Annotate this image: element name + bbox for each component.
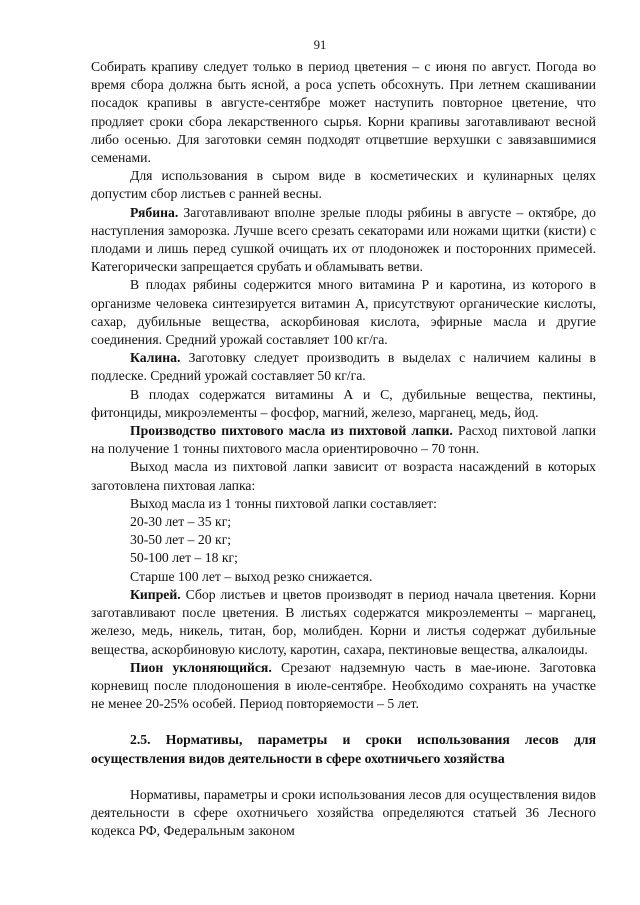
viburnum-text: Заготовку следует производить в выделах с наличием калины в подлеске. Средний урожай составляет 50 кг/га. — [91, 350, 596, 384]
paragraph-rowan-vitamins: В плодах рябины содержится много витамина Р и каротина, из которого в организме человека синтезируется витамин А, присутствуют органические кислоты, сахар, дубильные вещества, аскорбиновая кислота, эфирные масла и другие соединения. Средний урожай составляет 100 кг/га. — [91, 277, 596, 348]
fireweed-heading: Кипрей. — [130, 586, 181, 602]
paragraph-viburnum — [91, 349, 596, 385]
paragraph-hunting-norms: Нормативы, параметры и сроки использования лесов для осуществления видов деятельности в сфере охотничьего хозяйства определяются статьей 36 Лесного кодекса РФ, Федеральным законом — [91, 786, 596, 839]
rowan-heading: Рябина. — [130, 204, 179, 220]
list-item: Выход масла из 1 тонны пихтовой лапки составляет: — [130, 495, 437, 511]
paragraph-nettle-harvest: Собирать крапиву следует только в период цветения – с июня по август. Погода во время сбора должна быть ясной, а роса успеть обсохнуть. При летнем скашивании посадок крапивы в августе-сентябре может наступить повторное цветение, что продляет сроки сбора лекарственного сырья. Корни крапивы заготавливают весной либо осенью. Для заготовки семян подходят отцветшие верхушки с завязавшимися семенами. — [91, 59, 596, 166]
list-item: 20-30 лет – 35 кг; — [130, 514, 232, 530]
paragraph-viburnum-vitamins: В плодах содержатся витамины А и С, дубильные вещества, пектины, фитонциды, микроэлементы – фосфор, магний, железо, марганец, медь, йод. — [91, 386, 596, 420]
paragraph-nettle-spring: Для использования в сыром виде в косметических и кулинарных целях допустим сбор листьев с ранней весны. — [91, 168, 596, 202]
paragraph-rowan — [91, 204, 596, 277]
paragraph-peony — [91, 659, 596, 714]
document-body — [91, 58, 596, 840]
list-item: Старше 100 лет – выход резко снижается. — [130, 568, 373, 584]
paragraph-fir-oil — [91, 422, 596, 458]
rowan-text: Заготавливают вполне зрелые плоды рябины в августе – октябре, до наступления заморозка. Лучше всего срезать секаторами или ножами щитки (кисти) с плодами и лишь перед сушкой очищать их от плодоножек и посторонних примесей. Категорически запрещается срубать и обламывать ветви. — [91, 204, 596, 275]
section-title: 2.5. Нормативы, параметры и сроки использования лесов для осуществления видов деятельности в сфере охотничьего хозяйства — [91, 732, 596, 766]
page-number: 91 — [313, 38, 327, 52]
peony-heading: Пион уклоняющийся. — [130, 659, 272, 675]
peony-text: Срезают надземную часть в мае-июне. Заготовка корневищ после плодоношения в июле-сентябре. Необходимо сохранять на участке не менее 20-25% особей. Период повторяемости – 5 лет. — [91, 659, 596, 712]
spacer — [91, 768, 596, 786]
paragraph-fireweed — [91, 586, 596, 659]
viburnum-heading: Калина. — [130, 350, 181, 366]
list-item: 50-100 лет – 18 кг; — [130, 550, 238, 566]
list-item: 30-50 лет – 20 кг; — [130, 532, 232, 548]
paragraph-fir-oil-yield: Выход масла из пихтовой лапки зависит от возраста насаждений в которых заготовлена пихтовая лапка: — [91, 459, 596, 493]
fir-oil-heading: Производство пихтового масла из пихтовой лапки. — [130, 423, 453, 439]
fir-oil-text: Расход пихтовой лапки на получение 1 тонны пихтового масла ориентировочно – 70 тонн. — [91, 423, 596, 457]
fireweed-text: Сбор листьев и цветов производят в период начала цветения. Корни заготавливают после цветения. В листьях содержатся микроэлементы – марганец, железо, медь, никель, титан, бор, молибден. Корни и листья содержат дубильные вещества, аскорбиновую кислоту, каротин, сахара, пектиновые вещества, алкалоиды. — [91, 586, 596, 657]
